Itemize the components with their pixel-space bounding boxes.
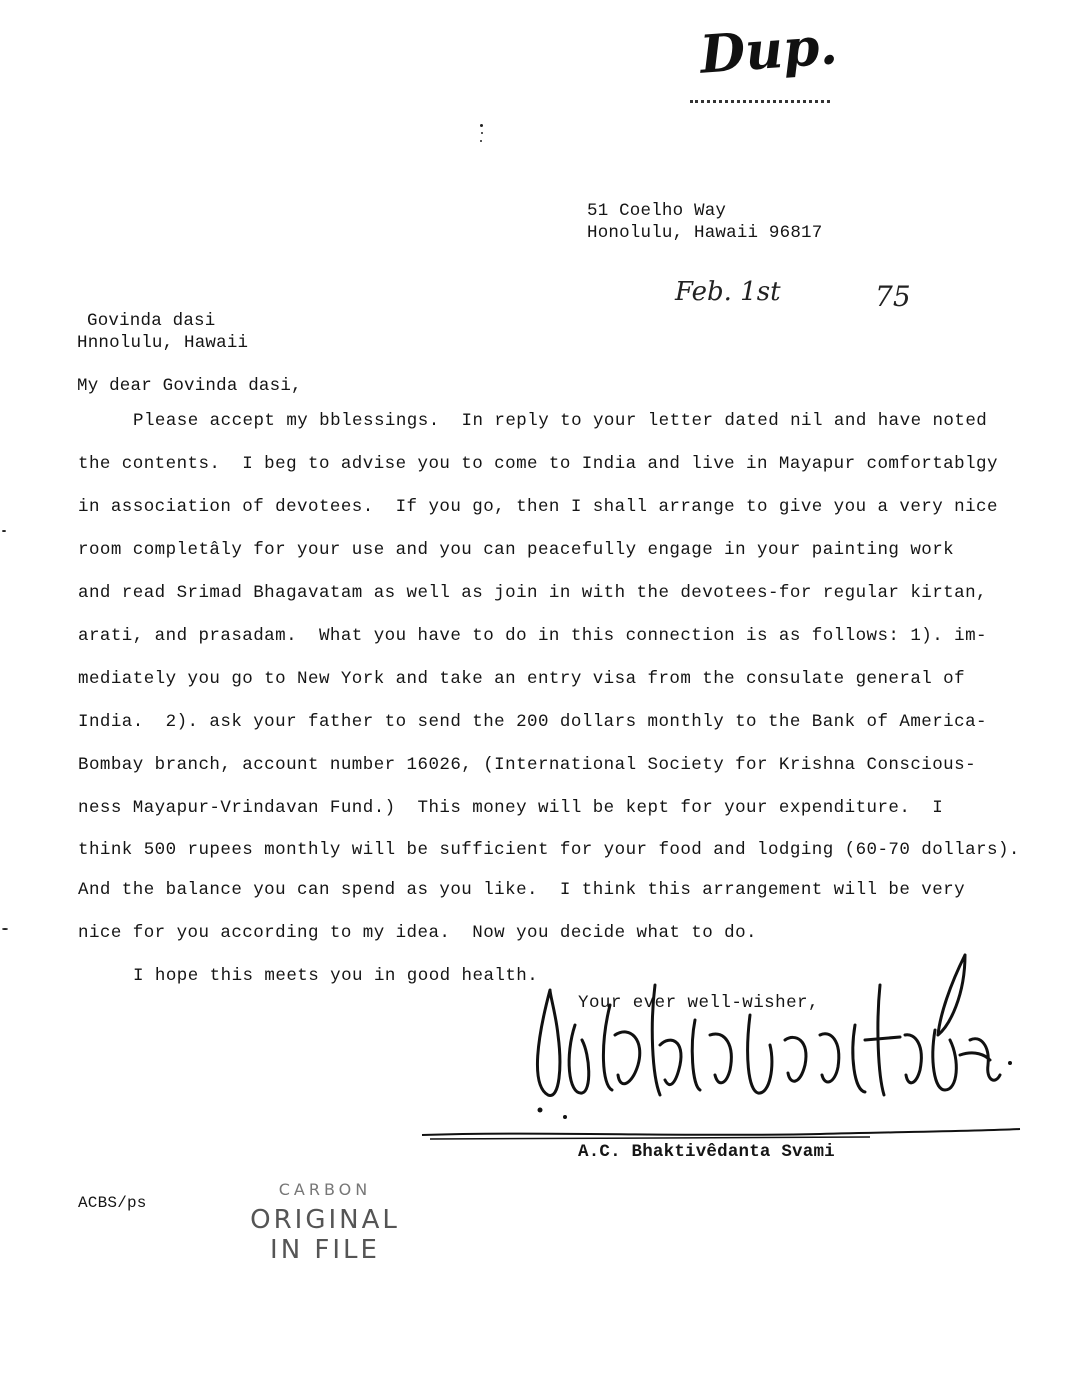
letterhead-mark: Dup. [698, 15, 840, 86]
sender-address-line1: 51 Coelho Way [587, 201, 727, 221]
body-line: think 500 rupees monthly will be sufficient for your food and lodging (60-70 dollars). [78, 840, 1020, 860]
date-month-day: Feb. 1st [675, 277, 781, 307]
body-line: the contents. I beg to advise you to come to India and live in Mayapur comfortablgy [78, 454, 998, 474]
stamp-line3: IN FILE [270, 1235, 380, 1265]
letterhead-mark-underline [690, 96, 830, 103]
body-line: Please accept my bblessings. In reply to your letter dated nil and have noted [133, 411, 988, 431]
handwritten-signature [520, 945, 1030, 1135]
valediction: Your ever well-wisher, [578, 993, 819, 1013]
recipient-city: Hnnolulu, Hawaii [77, 333, 249, 353]
date-year: 75 [875, 280, 911, 313]
body-line: mediately you go to New York and take an entry visa from the consulate general of [78, 669, 966, 689]
body-line: in association of devotees. If you go, then I shall arrange to give you a very nice [78, 497, 998, 517]
speck [480, 140, 482, 142]
signature-line [420, 1123, 1025, 1143]
body-line: And the balance you can spend as you like. I think this arrangement will be very [78, 880, 966, 900]
body-line: ness Mayapur-Vrindavan Fund.) This money will be kept for your expenditure. I [78, 798, 944, 818]
closing-wish: I hope this meets you in good health. [133, 966, 539, 986]
speck [480, 124, 483, 127]
speck [2, 928, 8, 930]
stamp-line1: CARBON [278, 1180, 372, 1199]
stamp-line2: ORIGINAL [250, 1205, 400, 1235]
carbon-original-stamp [250, 1175, 400, 1265]
salutation: My dear Govinda dasi, [77, 376, 302, 396]
speck [2, 530, 6, 532]
body-line: nice for you according to my idea. Now you decide what to do. [78, 923, 758, 943]
reference-initials: ACBS/ps [78, 1194, 147, 1212]
recipient-name: Govinda dasi [87, 311, 216, 331]
speck [481, 132, 483, 134]
body-line: arati, and prasadam. What you have to do in this connection is as follows: 1). im- [78, 626, 987, 646]
sender-address-line2: Honolulu, Hawaii 96817 [587, 223, 823, 243]
body-line: room completâly for your use and you can peacefully engage in your painting work [78, 540, 955, 560]
body-line: Bombay branch, account number 16026, (International Society for Krishna Conscious- [78, 755, 977, 775]
body-line: India. 2). ask your father to send the 200 dollars monthly to the Bank of America- [78, 712, 987, 732]
signature-name: A.C. Bhaktivêdanta Svami [578, 1142, 835, 1162]
body-line: and read Srimad Bhagavatam as well as join in with the devotees-for regular kirtan, [78, 583, 987, 603]
